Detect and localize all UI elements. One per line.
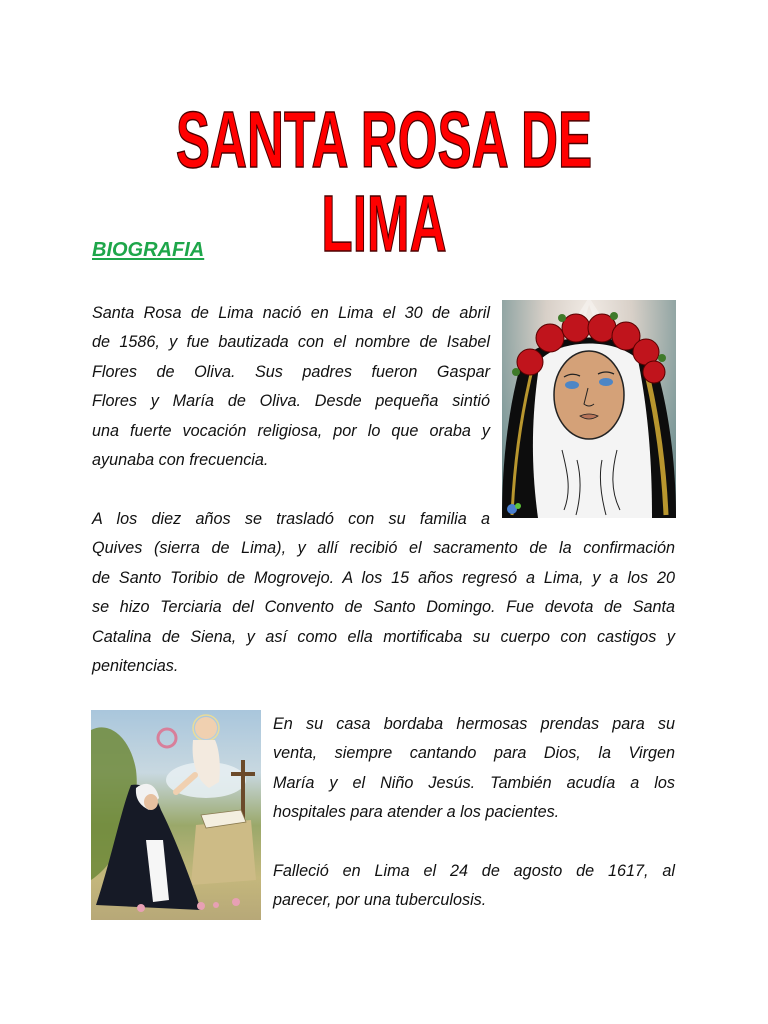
text-line: ayunaba con frecuencia. xyxy=(92,451,269,470)
text-line: En su casa bordaba hermosas prendas para su xyxy=(273,715,675,733)
text-line: penitencias. xyxy=(92,657,179,676)
paragraph-death xyxy=(273,857,675,916)
section-heading-biografia: BIOGRAFIA xyxy=(92,239,205,261)
text-line: Santa Rosa de Lima nació en Lima el 30 de abril xyxy=(92,304,490,322)
paragraph-youth xyxy=(92,505,675,681)
text-line: hospitales para atender a los pacientes. xyxy=(273,803,560,822)
text-line: se hizo Terciaria del Convento de Santo Domingo. Fue devota de Santa xyxy=(92,598,675,617)
portrait-illustration-icon xyxy=(502,300,676,518)
painting-illustration-icon xyxy=(91,710,261,920)
portrait-santa-rosa-image xyxy=(502,300,676,518)
text-line: A los diez años se trasladó con su familia a xyxy=(92,510,490,528)
paragraph-birth xyxy=(92,299,490,475)
text-line: de 1586, y fue bautizada con el nombre de Isabel xyxy=(92,333,490,352)
page-title: SANTA ROSA DE LIMA xyxy=(175,95,593,268)
text-line: Flores y María de Oliva. Desde pequeña sintió xyxy=(92,392,490,411)
text-line: venta, siempre cantando para Dios, la Virgen xyxy=(273,744,675,763)
paragraph-embroidery xyxy=(273,710,675,828)
text-line: Quives (sierra de Lima), y allí recibió el sacramento de la confirmación xyxy=(92,539,675,558)
text-line: María y el Niño Jesús. También acudía a los xyxy=(273,773,675,792)
text-line: parecer, por una tuberculosis. xyxy=(273,891,487,910)
text-line: Flores de Oliva. Sus padres fueron Gaspar xyxy=(92,362,490,381)
painting-santa-rosa-image xyxy=(91,710,261,920)
text-line: una fuerte vocación religiosa, por lo que oraba y xyxy=(92,421,490,440)
text-line: Catalina de Siena, y así como ella mortificaba su cuerpo con castigos y xyxy=(92,627,675,646)
text-line: Falleció en Lima el 24 de agosto de 1617, al xyxy=(273,862,675,880)
text-line: de Santo Toribio de Mogrovejo. A los 15 años regresó a Lima, y a los 20 xyxy=(92,568,675,587)
